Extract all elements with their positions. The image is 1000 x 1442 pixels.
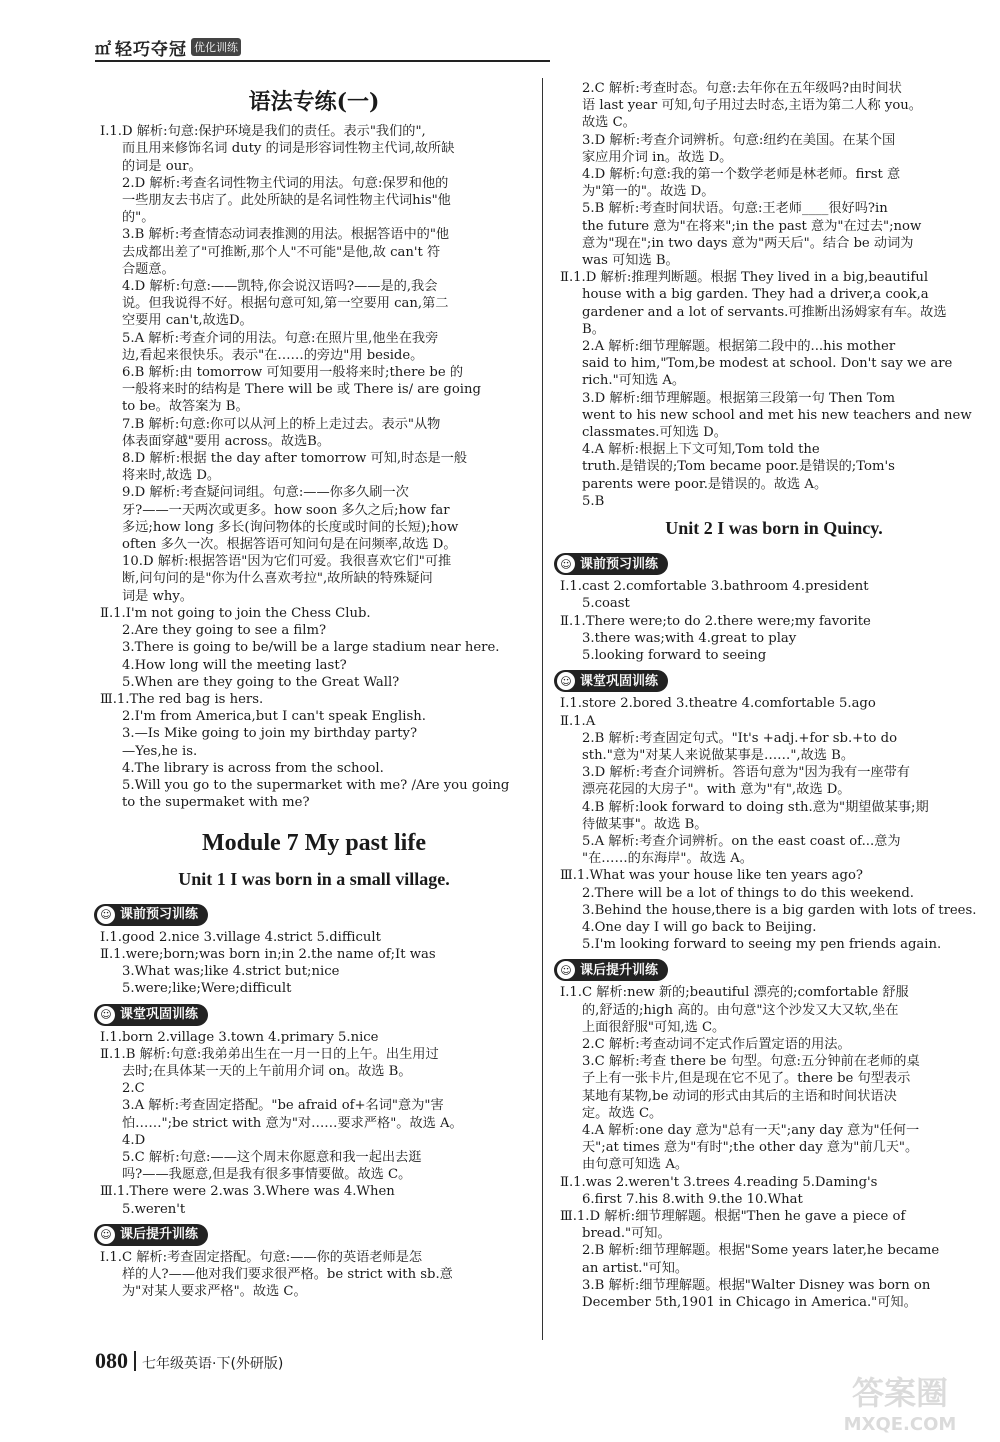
answer-line: 3.D 解析:细节理解题。根据第三段第一句 Then Tom (582, 390, 895, 406)
answer-line: 吗?——我愿意,但是我有很多事情要做。故选 C。 (122, 1167, 412, 1183)
answer-line: 样的人?——他对我们要求很严格。be strict with sb.意 (122, 1266, 453, 1282)
answer-line: Ⅰ.1.born 2.village 3.town 4.primary 5.nice (100, 1029, 379, 1045)
header-rule (95, 60, 550, 62)
badge-label: 课后提升训练 (120, 1227, 199, 1243)
answer-line: 词是 why。 (122, 588, 193, 604)
answer-line: B。 (582, 321, 605, 337)
answer-line: December 5th,1901 in Chicago in America."可知。 (582, 1295, 917, 1310)
answer-line: 的"。 (122, 210, 155, 226)
smile-icon: ☺ (557, 555, 575, 573)
answer-line: to be。故答案为 B。 (122, 399, 249, 415)
answer-line: Ⅱ.1.were;born;was born in;in 2.the name of;It was (100, 946, 436, 962)
answer-line: 4.D 解析:句意:——凯特,你会说汉语吗?——是的,我会 (122, 279, 438, 295)
answer-line: gardener and a lot of servants.可推断出汤姆家有车。故选 (582, 304, 947, 320)
answer-line: 5.C 解析:句意:——这个周末你愿意和我一起出去逛 (122, 1149, 422, 1165)
section-badge-class (94, 1004, 208, 1026)
answer-line: 为"对某人要求严格"。故选 C。 (122, 1284, 307, 1300)
answer-line: 3.C 解析:考查 there be 句型。句意:五分钟前在老师的桌 (582, 1054, 920, 1070)
answer-line: 4.D 解析:句意:我的第一个数学老师是林老师。first 意 (582, 167, 901, 183)
answer-line: Ⅲ.1.The red bag is hers. (100, 691, 264, 707)
answer-line: 6.first 7.his 8.with 9.the 10.What (582, 1191, 803, 1207)
answer-line: Ⅱ.1.A (560, 713, 596, 729)
smile-icon: ☺ (97, 906, 115, 924)
preview-answers (560, 578, 988, 664)
answer-line: —Yes,he is. (122, 743, 198, 759)
page-footer (95, 1348, 283, 1374)
section-badge-preview (554, 553, 668, 575)
answer-line: bread."可知。 (582, 1226, 671, 1242)
answer-line: an artist."可知。 (582, 1260, 689, 1276)
answer-line: was 可知选 B。 (582, 253, 679, 269)
answer-line: 漂亮花园的大房子"。with 意为"有",故选 D。 (582, 782, 851, 798)
unit-title: Unit 1 I was born in a small village. (178, 868, 450, 889)
answer-line: 某地有某物,be 动词的形式由其后的主语和时间状语决 (582, 1088, 897, 1104)
answer-line: 3.There is going to be/will be a large stadium near here. (122, 640, 500, 656)
preview-answers (100, 929, 528, 998)
footer-separator (134, 1351, 136, 1371)
answer-line: 2.D 解析:考查名词性物主代词的用法。句意:保罗和他的 (122, 175, 449, 191)
answer-line: Ⅰ.1.store 2.bored 3.theatre 4.comfortable 5.ago (560, 696, 876, 712)
answer-line: 5.Will you go to the supermarket with me? /Are you going (122, 777, 510, 793)
answer-line: 的词是 our。 (122, 158, 202, 174)
answer-line: 将来时,故选 D。 (122, 468, 221, 484)
section-badge-preview (94, 904, 208, 926)
column-divider (542, 78, 543, 1340)
answer-line: 5.looking forward to seeing (582, 648, 767, 664)
answer-line: Ⅱ.1.I'm not going to join the Chess Club. (100, 605, 371, 621)
book-title: 七年级英语·下(外研版) (142, 1356, 284, 1372)
answer-line: Ⅱ.1.B 解析:句意:我弟弟出生在一月一日的上午。出生用过 (100, 1046, 439, 1062)
answer-line: 空要用 can't,故选D。 (122, 313, 253, 329)
answer-line: 体表面穿越"要用 across。故选B。 (122, 433, 331, 449)
answer-line: 3.B 解析:细节理解题。根据"Walter Disney was born on (582, 1277, 931, 1293)
answer-line: Ⅰ.1.D 解析:句意:保护环境是我们的责任。表示"我们的", (100, 124, 426, 140)
grammar-answers (100, 123, 528, 811)
after-answers (100, 1249, 528, 1301)
answer-line: 的,舒适的;high 高的。由句意"这个沙发又大又软,坐在 (582, 1002, 899, 1018)
answer-line: Ⅱ.1.D 解析:推理判断题。根据 They lived in a big,beautiful (560, 270, 929, 286)
answer-line: 上面很舒服"可知,选 C。 (582, 1019, 726, 1035)
answer-line: 牙?——一天两次或更多。how soon 多久之后;how far (122, 502, 450, 518)
answer-line: Ⅰ.1.cast 2.comfortable 3.bathroom 4.president (560, 579, 869, 595)
answer-line: 5.were;like;Were;difficult (122, 981, 292, 997)
answer-line: 意为"现在";in two days 意为"两天后"。结合 be 动词为 (582, 235, 914, 251)
answer-line: 2.There will be a lot of things to do this weekend. (582, 885, 914, 901)
section-badge-after (94, 1224, 208, 1246)
answer-line: 一些朋友去书店了。此处所缺的是名词性物主代词his"他 (122, 193, 451, 209)
answer-line: 5.A 解析:考查介词的用法。句意:在照片里,他坐在我旁 (122, 330, 439, 346)
answer-line: the future 意为"在将来";in the past 意为"在过去";now (582, 218, 922, 234)
badge-label: 课堂巩固训练 (580, 673, 659, 689)
answer-line: 去时;在具体某一天的上午前用介词 on。故选 B。 (122, 1063, 412, 1079)
answer-line: 2.C 解析:考查动词不定式作后置定语的用法。 (582, 1036, 851, 1052)
answer-line: classmates.可知选 D。 (582, 425, 727, 441)
answer-line: Ⅲ.1.D 解析:细节理解题。根据"Then he gave a piece of (560, 1208, 906, 1224)
answer-line: 3.D 解析:考查介词辨析。句意:纽约在美国。在某个国 (582, 132, 896, 148)
answer-line: 4.One day I will go back to Beijing. (582, 919, 817, 935)
answer-line: 断,问句问的是"你为什么喜欢考拉",故所缺的特殊疑问 (122, 571, 433, 587)
answer-line: 4.The library is across from the school. (122, 760, 384, 776)
answer-line: 2.Are they going to see a film? (122, 623, 327, 639)
watermark-cn: 答案圈 (851, 1374, 949, 1412)
section-badge-class (554, 670, 668, 692)
answer-line: 5.A 解析:考查介词辨析。on the east coast of...意为 (582, 833, 901, 849)
answer-line: house with a big garden. They had a driver,a cook,a (582, 287, 929, 303)
answer-line: 定。故选 C。 (582, 1105, 663, 1121)
smile-icon: ☺ (97, 1006, 115, 1024)
answer-line: rich."可知选 A。 (582, 373, 686, 389)
answer-line: went to his new school and met his new teachers and new (582, 407, 972, 423)
answer-line: Ⅲ.1.There were 2.was 3.Where was 4.When (100, 1184, 395, 1200)
watermark-logo (810, 1368, 990, 1438)
answer-line: 2.A 解析:细节理解题。根据第二段中的...his mother (582, 339, 896, 355)
badge-label: 课前预习训练 (120, 907, 199, 923)
answer-line: 4.How long will the meeting last? (122, 657, 347, 673)
answer-line: Ⅱ.1.There were;to do 2.there were;my favorite (560, 613, 871, 629)
answer-line: 3.A 解析:考查固定搭配。"be afraid of+名词"意为"害 (122, 1098, 444, 1114)
answer-line: 3.B 解析:考查情态动词表推测的用法。根据答语中的"他 (122, 227, 450, 243)
smile-icon: ☺ (97, 1226, 115, 1244)
answer-line: 合题意。 (122, 261, 175, 277)
class-answers (100, 1029, 528, 1218)
answer-line: 2.C (122, 1081, 145, 1097)
answer-line: 10.D 解析:根据答语"因为它们可爱。我很喜欢它们"可推 (122, 554, 452, 570)
answer-line: 而且用来修饰名词 duty 的词是形容词性物主代词,故所缺 (122, 141, 455, 157)
answer-line: 家应用介词 in。故选 D。 (582, 149, 733, 165)
answer-line: 3.What was;like 4.strict but;nice (122, 964, 340, 980)
answer-line: 2.B 解析:考查固定句式。"It's +adj.+for sb.+to do (582, 730, 898, 746)
answer-line: 语 last year 可知,句子用过去时态,主语为第二人称 you。 (582, 98, 922, 114)
unit-title: Unit 2 I was born in Quincy. (665, 518, 883, 539)
answer-line: parents were poor.是错误的。故选 A。 (582, 476, 828, 492)
badge-label: 课堂巩固训练 (120, 1006, 199, 1022)
answer-line: often 多久一次。根据答语可知问句是在问频率,故选 D。 (122, 537, 457, 553)
answer-line: 5.B (582, 493, 605, 509)
answer-line: 去成都出差了"可推断,那个人"不可能"是他,故 can't 符 (122, 244, 441, 260)
brand-logo-icon: ㎡ (95, 38, 112, 58)
module-title: Module 7 My past life (202, 830, 426, 857)
answer-line: 故选 C。 (582, 115, 636, 131)
answer-line: 2.B 解析:细节理解题。根据"Some years later,he became (582, 1243, 940, 1259)
continued-answers (560, 80, 988, 510)
answer-line: 子上有一张卡片,但是现在它不见了。there be 句型表示 (582, 1071, 911, 1087)
badge-label: 课前预习训练 (580, 556, 659, 572)
answer-line: said to him,"Tom,be modest at school. Don't say we are (582, 356, 953, 372)
answer-line: 4.D (122, 1132, 146, 1148)
answer-line: 3.D 解析:考查介词辨析。答语句意为"因为我有一座带有 (582, 765, 910, 781)
answer-line: Ⅲ.1.What was your house like ten years ago? (560, 868, 863, 884)
answer-line: 5.weren't (122, 1201, 186, 1217)
answer-line: truth.是错误的;Tom became poor.是错误的;Tom's (582, 459, 895, 475)
section-title: 语法专练(一) (248, 89, 380, 115)
answer-line: Ⅱ.1.was 2.weren't 3.trees 4.reading 5.Daming's (560, 1174, 878, 1190)
answer-line: 2.C 解析:考查时态。句意:去年你在五年级吗?由时间状 (582, 81, 902, 96)
answer-line: 为"第一的"。故选 D。 (582, 184, 715, 200)
answer-line: 7.B 解析:句意:你可以从河上的桥上走过去。表示"从物 (122, 416, 441, 432)
brand-subtitle: 优化训练 (191, 38, 241, 56)
answer-line: 一般将来时的结构是 There will be 或 There is/ are going (122, 382, 481, 398)
answer-line: 4.B 解析:look forward to doing sth.意为"期望做某事;期 (582, 799, 929, 815)
page-number: 080 (95, 1348, 128, 1373)
answer-line: to the supermaket with me? (122, 795, 310, 811)
answer-line: 9.D 解析:考查疑问词组。句意:——你多久刷一次 (122, 485, 409, 501)
smile-icon: ☺ (557, 961, 575, 979)
class-answers (560, 695, 988, 953)
answer-line: Ⅰ.1.C 解析:考查固定搭配。句意:——你的英语老师是怎 (100, 1249, 423, 1265)
answer-line: Ⅰ.1.C 解析:new 新的;beautiful 漂亮的;comfortable 舒服 (560, 985, 909, 1001)
answer-line: 说。但我说得不好。根据句意可知,第一空要用 can,第二 (122, 296, 449, 312)
answer-line: 2.I'm from America,but I can't speak English. (122, 709, 426, 725)
answer-line: 4.A 解析:根据上下文可知,Tom told the (582, 442, 820, 458)
answer-line: 怕……";be strict with 意为"对……要求严格"。故选 A。 (122, 1115, 463, 1131)
answer-line: 边,看起来很快乐。表示"在……的旁边"用 beside。 (122, 347, 424, 363)
answer-line: 5.I'm looking forward to seeing my pen friends again. (582, 937, 942, 953)
answer-line: 3.—Is Mike going to join my birthday party? (122, 726, 418, 742)
answer-line: 多远;how long 多长(询问物体的长度或时间的长短);how (122, 519, 459, 535)
answer-line: 4.A 解析:one day 意为"总有一天";any day 意为"任何一 (582, 1122, 920, 1138)
answer-line: 3.there was;with 4.great to play (582, 630, 797, 646)
watermark-en: MXQE.COM (843, 1414, 957, 1435)
answer-line: 5.When are they going to the Great Wall? (122, 674, 400, 690)
answer-line: 待做某事"。故选 B。 (582, 816, 708, 832)
right-column (560, 80, 988, 1311)
answer-line: 由句意可知选 A。 (582, 1157, 689, 1173)
answer-line: 8.D 解析:根据 the day after tomorrow 可知,时态是一般 (122, 451, 468, 467)
smile-icon: ☺ (557, 672, 575, 690)
answer-line: sth."意为"对某人来说做某事是……",故选 B。 (582, 747, 855, 763)
answer-line: Ⅰ.1.good 2.nice 3.village 4.strict 5.difficult (100, 929, 381, 945)
answer-line: "在……的东海岸"。故选 A。 (582, 851, 753, 867)
answer-line: 5.B 解析:考查时间状语。句意:王老师____很好吗?in (582, 201, 888, 217)
left-column (100, 88, 528, 1300)
answer-line: 3.Behind the house,there is a big garden with lots of trees. (582, 902, 977, 918)
answer-line: 6.B 解析:由 tomorrow 可知要用一般将来时;there be 的 (122, 365, 464, 381)
after-answers (560, 984, 988, 1311)
answer-line: 天";at times 意为"有时";the other day 意为"前几天"。 (582, 1140, 919, 1156)
page-header (95, 36, 241, 58)
brand-name: 轻巧夺冠 (115, 39, 188, 60)
badge-label: 课后提升训练 (580, 962, 659, 978)
section-badge-after (554, 959, 668, 981)
answer-line: 5.coast (582, 596, 630, 612)
